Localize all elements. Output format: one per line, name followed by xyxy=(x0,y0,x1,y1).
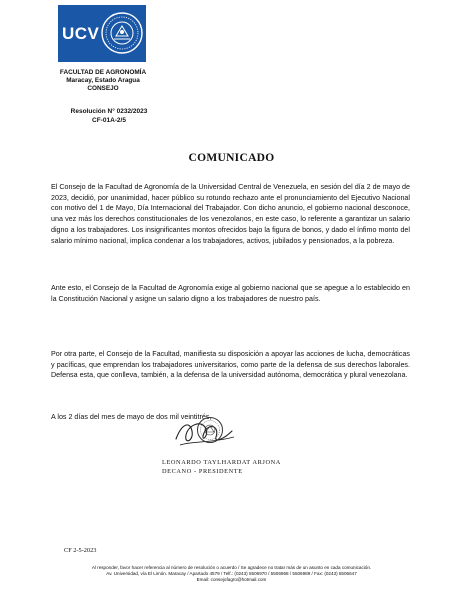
closing-date-line: A los 2 días del mes de mayo de dos mil veintitrés, xyxy=(51,413,212,421)
council-label: CONSEJO xyxy=(87,85,119,92)
footer-note: Al responder, favor hacer referencia al número de resolución o acuerdo / Se agradece no tratar más de un asunto en cada comunicación. xyxy=(91,565,372,570)
footer-date-code: CF 2-5-2023 xyxy=(64,547,97,554)
logo-text: UCV xyxy=(62,23,100,43)
document-code: CF-01A-2/5 xyxy=(92,117,126,124)
page-title: COMUNICADO xyxy=(188,152,275,164)
faculty-name: FACULTAD DE AGRONOMÍA xyxy=(59,69,147,76)
footer-address: Av. Universidad, vía El Limón. Maracay / Apartado 4579 / Telf.: (0243) 5506970 / 5506968 / 5506989 / Fax: (0243) 5506647 xyxy=(106,571,357,576)
faculty-location: Maracay, Estado Aragua xyxy=(66,77,140,84)
resolution-number: Resolución N° 0232/2023 xyxy=(70,108,148,115)
footer-email: Email: consejofagro@hotmail.com xyxy=(196,577,267,582)
ucv-logo xyxy=(58,5,146,62)
signatory-name: LEONARDO TAYLHARDAT ARJONA xyxy=(162,459,281,466)
official-stamp-icon xyxy=(196,416,224,444)
signatory-role: DECANO - PRESIDENTE xyxy=(162,468,243,475)
paragraph-1: El Consejo de la Facultad de Agronomía de la Universidad Central de Venezuela, en sesión del día 2 de mayo de 2023, decidió, por unanimidad, hacer público su rotundo rechazo ante el pronunciamiento del Ejecutivo Nacional con motivo del 1 de Mayo, Día Internacional del Trabajador. Con dicho anuncio, el gobierno nacional desconoce, una vez más los derechos constitucionales de los venezolanos, en este caso, lo referente a garantizar un salario digno a los trabajadores. Los insignificantes montos ofrecidos bajo la figura de bonos, y dado el ínfimo monto del salario mínimo nacional, implica condenar a los trabajadores, activos, jubilados y pensionados, a la pobreza. xyxy=(51,183,410,245)
university-seal-icon xyxy=(100,11,144,55)
paragraph-2: Ante esto, el Consejo de la Facultad de Agronomía exige al gobierno nacional que se apegue a lo establecido en la Constitución Nacional y asigne un salario digno a los trabajadores de nuestro país. xyxy=(51,284,410,303)
paragraph-3: Por otra parte, el Consejo de la Facultad, manifiesta su disposición a apoyar las acciones de lucha, democráticas y pacíficas, que emprendan los trabajadores universitarios, como parte de la defensa de sus derechos laborales. Defensa esta, que conlleva, también, a la defensa de la universidad autónoma, democrática y plural venezolana. xyxy=(51,350,410,380)
